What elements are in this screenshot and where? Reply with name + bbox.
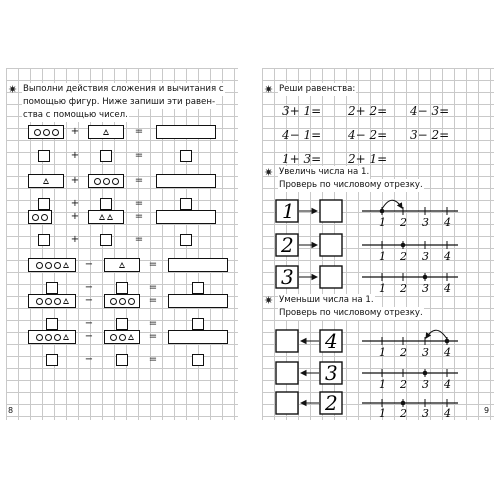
circle-shape [52,129,59,136]
axis-label: 2 [400,282,407,295]
equation: 4− 1= [282,128,322,142]
number-answer-box[interactable] [46,354,58,366]
page-number: 9 [484,406,490,415]
equals-sign: = [148,331,158,342]
decrease-row-1 [276,329,458,359]
number-answer-box[interactable] [180,198,192,210]
shape-box-one-triangle [28,174,64,188]
plus-sign: + [70,175,80,186]
task-instruction-left [22,83,225,122]
answer-shape-box[interactable] [168,258,228,272]
start-point [423,275,428,280]
triangle-shape [107,214,113,220]
axis-label: 4 [444,346,451,359]
equals-sign: = [134,198,144,209]
axis-label: 2 [400,378,407,391]
given-number: 4 [325,329,338,353]
circle-shape [45,334,52,341]
number-answer-box[interactable] [180,234,192,246]
circle-shape [94,178,101,185]
task-line: Увеличь числа на 1. [279,167,370,177]
task-line: Реши равенства: [279,84,356,94]
axis-label: 2 [400,346,407,359]
number-answer-box[interactable] [38,150,50,162]
equals-sign: = [148,354,158,365]
axis-label: 1 [379,216,386,229]
axis-label: 4 [444,378,451,391]
number-answer-box[interactable] [116,354,128,366]
circle-shape [54,262,61,269]
left-page [6,68,238,420]
equals-sign: = [148,282,158,293]
shape-box-one-triangle [88,125,124,139]
shape-box-two-circles [28,210,52,224]
shape-box-three-circles-triangle [28,330,76,344]
axis-label: 2 [400,250,407,263]
triangle-shape [63,262,69,268]
number-answer-box[interactable] [192,354,204,366]
equals-sign: = [148,318,158,329]
answer-box[interactable] [320,200,342,222]
circle-shape [103,178,110,185]
equation: 2+ 2= [348,104,388,118]
axis-label: 1 [379,407,386,420]
number-answer-box[interactable] [100,234,112,246]
decrease-row-2 [276,361,458,391]
start-point [401,243,406,248]
minus-sign: − [84,295,94,306]
axis-label: 4 [444,407,451,420]
answer-box[interactable] [276,330,298,352]
plus-sign: + [70,150,80,161]
shape-box-three-circles [28,125,64,139]
equals-sign: = [134,211,144,222]
number-answer-box[interactable] [192,318,204,330]
circle-shape [36,298,43,305]
answer-shape-box[interactable] [168,294,228,308]
number-answer-box[interactable] [180,150,192,162]
shape-box-two-circles-triangle [104,330,140,344]
jump-arrow-icon [426,330,447,339]
task-line: Уменьши числа на 1. [279,295,374,305]
circle-shape [36,262,43,269]
axis-label: 4 [444,250,451,263]
circle-shape [41,214,48,221]
task-line: Проверь по числовому отрезку. [279,308,423,318]
task-line: Проверь по числовому отрезку. [279,180,423,190]
triangle-shape [63,334,69,340]
axis-label: 3 [422,250,429,263]
circle-shape [45,298,52,305]
given-number: 3 [325,361,338,385]
plus-sign: + [70,198,80,209]
given-number: 2 [281,233,294,257]
given-number: 3 [281,265,294,289]
task-line: помощью фигур. Ниже запиши эти равен- [23,97,216,107]
answer-box[interactable] [276,362,298,384]
increase-row-2 [276,233,458,263]
axis-label: 3 [422,282,429,295]
equation: 4− 3= [410,104,450,118]
page-number: 8 [8,406,14,415]
star-bullet-icon: ✷ [8,83,18,96]
axis-label: 1 [379,250,386,263]
axis-label: 2 [400,216,407,229]
equation: 4− 2= [348,128,388,142]
axis-label: 1 [379,346,386,359]
triangle-shape [63,298,69,304]
jump-arrow-icon [382,200,402,209]
circle-shape [43,129,50,136]
given-number: 1 [282,199,295,223]
answer-shape-box[interactable] [156,210,216,224]
start-point [401,401,406,406]
number-line-exercises [262,68,494,420]
equals-sign: = [148,259,158,270]
number-answer-box[interactable] [38,234,50,246]
shape-box-three-circles [104,294,140,308]
axis-label: 3 [422,407,429,420]
circle-shape [54,334,61,341]
axis-label: 4 [444,216,451,229]
minus-sign: − [84,331,94,342]
shape-box-two-triangles [88,210,124,224]
equals-sign: = [134,234,144,245]
answer-shape-box[interactable] [156,125,216,139]
shape-box-three-circles-triangle [28,258,76,272]
circle-shape [45,262,52,269]
triangle-shape [99,214,105,220]
triangle-shape [103,129,109,135]
answer-box[interactable] [276,392,298,414]
shape-box-three-circles [88,174,124,188]
number-answer-box[interactable] [46,282,58,294]
plus-sign: + [70,211,80,222]
circle-shape [54,298,61,305]
plus-sign: + [70,234,80,245]
star-bullet-icon: ✷ [264,294,274,307]
start-point [380,209,385,214]
star-bullet-icon: ✷ [264,83,274,96]
minus-sign: − [84,354,94,365]
answer-box[interactable] [320,266,342,288]
equals-sign: = [134,175,144,186]
equals-sign: = [134,150,144,161]
number-answer-box[interactable] [100,198,112,210]
equation: 1+ 3= [282,152,322,166]
equation: 3+ 1= [282,104,322,118]
circle-shape [119,334,126,341]
number-answer-box[interactable] [38,198,50,210]
axis-label: 4 [444,282,451,295]
task-line: Выполни действия сложения и вычитания с [23,84,224,94]
number-answer-box[interactable] [116,282,128,294]
circle-shape [112,178,119,185]
right-page [262,68,494,420]
answer-box[interactable] [320,234,342,256]
axis-label: 1 [379,378,386,391]
equals-sign: = [148,295,158,306]
axis-label: 2 [400,407,407,420]
triangle-shape [119,262,125,268]
decrease-row-3 [276,391,458,420]
equation: 3− 2= [410,128,450,142]
shape-box-one-triangle [104,258,140,272]
given-number: 2 [325,391,338,415]
plus-sign: + [70,126,80,137]
minus-sign: − [84,318,94,329]
triangle-shape [128,334,134,340]
circle-shape [32,214,39,221]
number-answer-box[interactable] [46,318,58,330]
circle-shape [110,298,117,305]
equals-sign: = [134,126,144,137]
circle-shape [119,298,126,305]
number-answer-box[interactable] [100,150,112,162]
equation: 2+ 1= [348,152,388,166]
minus-sign: − [84,282,94,293]
task-line: ства с помощью чисел. [23,110,128,120]
start-point [423,371,428,376]
circle-shape [36,334,43,341]
circle-shape [128,298,135,305]
answer-shape-box[interactable] [156,174,216,188]
triangle-shape [43,178,49,184]
shape-box-three-circles-triangle [28,294,76,308]
axis-label: 3 [422,378,429,391]
start-point [445,339,450,344]
star-bullet-icon: ✷ [264,166,274,179]
circle-shape [34,129,41,136]
circle-shape [110,334,117,341]
axis-label: 3 [422,216,429,229]
answer-shape-box[interactable] [168,330,228,344]
increase-row-3 [276,265,458,295]
minus-sign: − [84,259,94,270]
increase-row-1 [276,199,458,229]
number-answer-box[interactable] [192,282,204,294]
axis-label: 1 [379,282,386,295]
axis-label: 3 [422,346,429,359]
number-answer-box[interactable] [116,318,128,330]
